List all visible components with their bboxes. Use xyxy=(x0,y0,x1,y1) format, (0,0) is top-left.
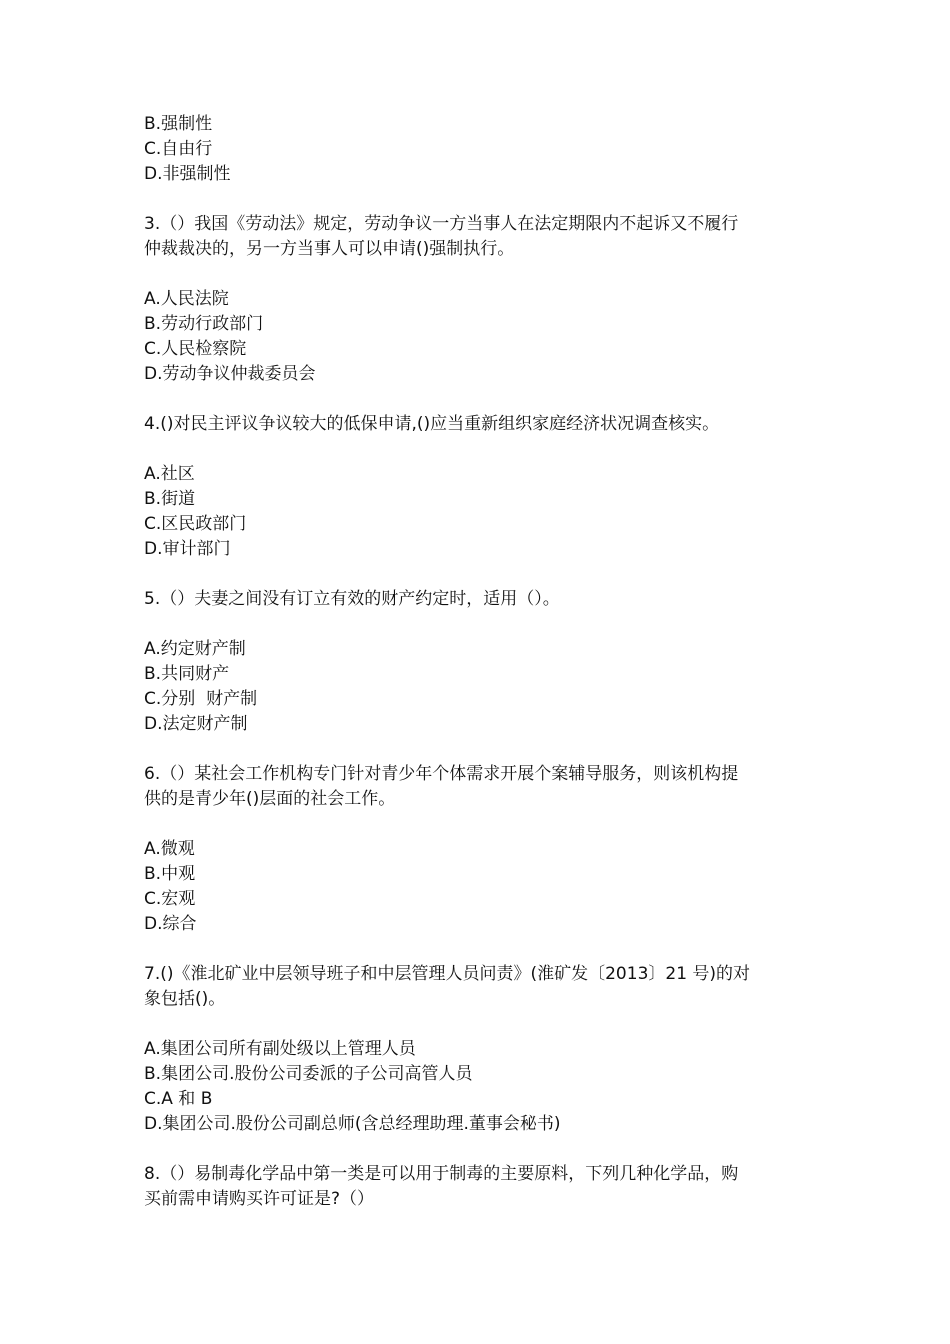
question-text: 4.()对民主评议争议较大的低保申请,()应当重新组织家庭经济状况调查核实。 xyxy=(144,414,720,434)
option: D.审计部门 xyxy=(144,539,231,559)
question-7 xyxy=(144,962,816,1137)
option: C.人民检察院 xyxy=(144,339,247,359)
question-8 xyxy=(144,1162,816,1212)
option: D.非强制性 xyxy=(144,164,231,184)
option: D.综合 xyxy=(144,914,197,934)
question-text: 买前需申请购买许可证是?（） xyxy=(144,1189,375,1209)
option: B.集团公司.股份公司委派的子公司高管人员 xyxy=(144,1064,473,1084)
question-4 xyxy=(144,412,816,562)
question-6 xyxy=(144,762,816,937)
option: A.集团公司所有副处级以上管理人员 xyxy=(144,1039,416,1059)
option: B.共同财产 xyxy=(144,664,230,684)
option: A.社区 xyxy=(144,464,195,484)
question-text: 8.（）易制毒化学品中第一类是可以用于制毒的主要原料，下列几种化学品，购 xyxy=(144,1164,739,1184)
option: A.人民法院 xyxy=(144,289,229,309)
option: B.强制性 xyxy=(144,114,213,134)
question-5 xyxy=(144,587,816,737)
option: A.微观 xyxy=(144,839,195,859)
document-page xyxy=(144,112,816,1212)
option: D.法定财产制 xyxy=(144,714,248,734)
question-3 xyxy=(144,212,816,387)
option: B.中观 xyxy=(144,864,196,884)
prev-options xyxy=(144,112,816,187)
question-text: 6.（）某社会工作机构专门针对青少年个体需求开展个案辅导服务，则该机构提 xyxy=(144,764,739,784)
question-text: 供的是青少年()层面的社会工作。 xyxy=(144,789,396,809)
question-text: 5.（）夫妻之间没有订立有效的财产约定时，适用（）。 xyxy=(144,589,560,609)
option: B.劳动行政部门 xyxy=(144,314,264,334)
question-text: 7.()《淮北矿业中层领导班子和中层管理人员问责》(淮矿发〔2013〕21 号)的对 xyxy=(144,964,751,984)
option: C.自由行 xyxy=(144,139,213,159)
option: D.劳动争议仲裁委员会 xyxy=(144,364,316,384)
option: C.宏观 xyxy=(144,889,196,909)
option: D.集团公司.股份公司副总师(含总经理助理.董事会秘书) xyxy=(144,1114,561,1134)
option: B.街道 xyxy=(144,489,196,509)
question-text: 3.（）我国《劳动法》规定，劳动争议一方当事人在法定期限内不起诉又不履行 xyxy=(144,214,739,234)
question-text: 仲裁裁决的，另一方当事人可以申请()强制执行。 xyxy=(144,239,515,259)
option: C.A 和 B xyxy=(144,1089,213,1109)
option: C.区民政部门 xyxy=(144,514,247,534)
option: C.分别 财产制 xyxy=(144,689,258,709)
question-text: 象包括()。 xyxy=(144,989,226,1009)
option: A.约定财产制 xyxy=(144,639,246,659)
